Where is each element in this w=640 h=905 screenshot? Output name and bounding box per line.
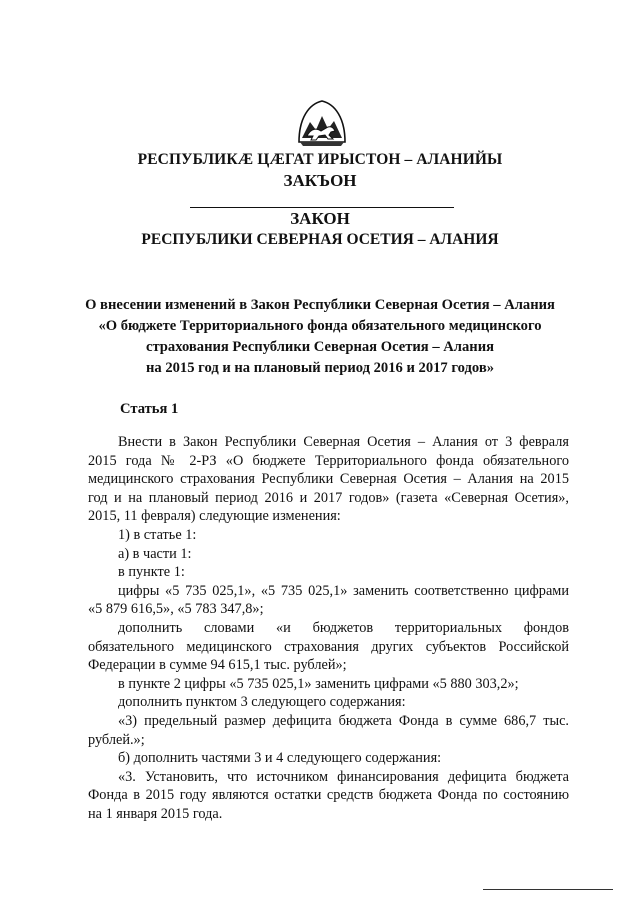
title-line: страхования Республики Северная Осетия – Алания	[145, 339, 495, 355]
title-line: О внесении изменений в Закон Республики Северная Осетия – Алания	[85, 297, 555, 313]
body-line: дополнить пунктом 3 следующего содержания:	[118, 694, 406, 711]
body-line: год и на плановый период 2016 и 2017 годов» (газета «Северная Осетия»,	[88, 489, 569, 506]
body-line: 1) в статье 1:	[118, 526, 197, 543]
body-line: медицинского страхования Республики Северная Осетия – Алания на 2015	[88, 471, 569, 488]
header-ossetian-republic: РЕСПУБЛИКӔ ЦӔГАТ ИРЫСТОН – АЛАНИЙЫ	[137, 151, 503, 168]
body-line: дополнить словами «и бюджетов территориальных фондов	[118, 619, 569, 636]
article-body	[88, 433, 569, 823]
coat-of-arms-icon	[295, 98, 349, 148]
body-line: в пункте 2 цифры «5 735 025,1» заменить цифрами «5 880 303,2»;	[118, 675, 519, 692]
body-line: Фонда в 2015 году являются остатки средств бюджета Фонда по состоянию	[88, 787, 569, 804]
body-line: 2015, 11 февраля) следующие изменения:	[88, 508, 341, 525]
body-line: «3) предельный размер дефицита бюджета Фонда в сумме 686,7 тыс.	[118, 712, 569, 729]
header-russian-republic: РЕСПУБЛИКИ СЕВЕРНАЯ ОСЕТИЯ – АЛАНИЯ	[141, 231, 499, 248]
header-russian-law: ЗАКОН	[290, 209, 350, 228]
body-line: цифры «5 735 025,1», «5 735 025,1» заменить соответственно цифрами	[118, 582, 569, 599]
body-line: «5 879 616,5», «5 783 347,8»;	[88, 601, 264, 618]
footer-line	[483, 889, 613, 890]
body-line: Федерации в сумме 94 615,1 тыс. рублей»;	[88, 657, 347, 674]
title-line: на 2015 год и на плановый период 2016 и 2017 годов»	[145, 360, 495, 376]
header-ossetian-law: ЗАКЪОН	[283, 171, 357, 190]
body-line: б) дополнить частями 3 и 4 следующего содержания:	[118, 750, 442, 767]
body-line: 2015 года № 2-РЗ «О бюджете Территориального фонда обязательного	[88, 452, 569, 469]
body-line: «3. Установить, что источником финансирования дефицита бюджета	[118, 768, 569, 785]
article-heading: Статья 1	[120, 401, 179, 417]
body-line: а) в части 1:	[118, 545, 192, 562]
body-line: обязательного медицинского страхования других субъектов Российской	[88, 638, 569, 655]
law-title	[60, 295, 580, 379]
body-line: Внести в Закон Республики Северная Осетия – Алания от 3 февраля	[118, 434, 569, 450]
body-line: в пункте 1:	[118, 564, 185, 581]
body-line: рублей.»;	[88, 731, 145, 748]
body-line: на 1 января 2015 года.	[88, 805, 223, 822]
title-line: «О бюджете Территориального фонда обязательного медицинского	[98, 318, 542, 334]
